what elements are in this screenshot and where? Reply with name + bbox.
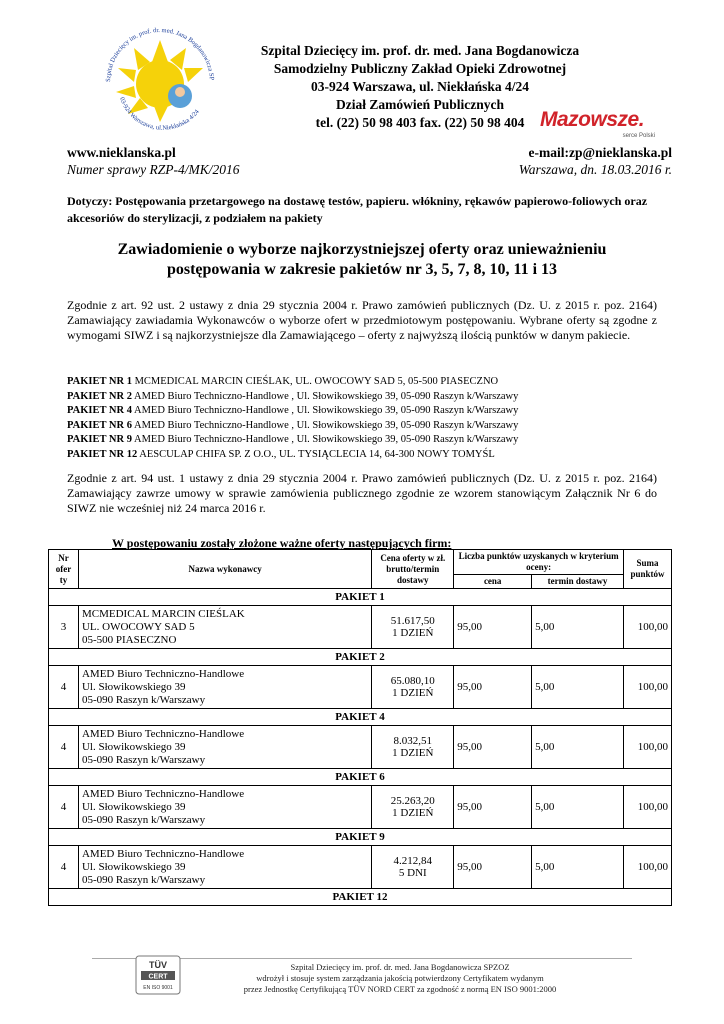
mazowsze-tagline: serce Polski	[622, 133, 655, 139]
table-row	[49, 666, 672, 709]
firm-line: Ul. Słowikowskiego 39	[81, 680, 186, 693]
page-title	[67, 240, 657, 280]
header-price: Cena oferty w zł. brutto/termin dostawy	[372, 550, 454, 589]
price-cell	[372, 606, 454, 649]
term-value: 1 DZIEŃ	[392, 747, 434, 759]
package-title: PAKIET 2	[49, 649, 672, 666]
table-caption: W postępowaniu zostały złożone ważne oferty następujących firm:	[112, 536, 452, 550]
sum-points: 100,00	[623, 786, 671, 829]
cena-points: 95,00	[454, 726, 532, 769]
header-points: Liczba punktów uzyskanych w kryterium oceny:	[454, 550, 624, 575]
header-name: Nazwa wykonawcy	[78, 550, 371, 589]
cena-points: 95,00	[454, 846, 532, 889]
header-line: Szpital Dziecięcy im. prof. dr. med. Jana Bogdanowicza	[260, 43, 580, 58]
cena-points: 95,00	[454, 666, 532, 709]
winner-label: PAKIET NR 6	[67, 419, 132, 431]
mazowsze-wordmark: Mazowsze.	[540, 108, 645, 131]
tuv-text: TÜV	[149, 960, 167, 970]
subject-line: Dotyczy: Postępowania przetargowego na dostawę testów, papieru. włókniny, rękawów papierowo-foliowych oraz akcesoriów do sterylizacji, z podziałem na pakiety	[67, 194, 648, 225]
cena-points: 95,00	[454, 786, 532, 829]
footer-line: Szpital Dziecięcy im. prof. dr. med. Jana Bogdanowicza SPZOZ	[290, 962, 510, 972]
price-value: 8.032,51	[393, 735, 433, 747]
winner-text: MCMEDICAL MARCIN CIEŚLAK, UL. OWOCOWY SAD 5, 05-500 PIASECZNO	[131, 376, 499, 387]
offer-nr: 4	[49, 786, 79, 829]
firm-line: 05-090 Raszyn k/Warszawy	[81, 813, 206, 826]
package-title: PAKIET 9	[49, 829, 672, 846]
price-cell	[372, 666, 454, 709]
offer-nr: 4	[49, 846, 79, 889]
winner-text: AMED Biuro Techniczno-Handlowe , Ul. Słowikowskiego 39, 05-090 Raszyn k/Warszawy	[131, 434, 519, 446]
term-value: 1 DZIEŃ	[392, 687, 434, 699]
winner-item	[67, 433, 667, 448]
sum-points: 100,00	[623, 726, 671, 769]
email-link[interactable]: e-mail:zp@nieklanska.pl	[528, 145, 672, 160]
sum-points: 100,00	[623, 846, 671, 889]
contact-row	[67, 145, 672, 161]
sum-points: 100,00	[623, 606, 671, 649]
price-value: 65.080,10	[390, 675, 435, 687]
header-line: Samodzielny Publiczny Zakład Opieki Zdrowotnej	[273, 61, 567, 76]
winner-text: AMED Biuro Techniczno-Handlowe , Ul. Słowikowskiego 39, 05-090 Raszyn k/Warszawy	[131, 419, 519, 431]
table-row	[49, 726, 672, 769]
firm-cell	[78, 786, 371, 829]
footer-line: wdrożył i stosuje system zarządzania jakością potwierdzony Certyfikatem wydanym	[256, 973, 544, 983]
firm-line: 05-090 Raszyn k/Warszawy	[81, 693, 206, 706]
package-header-row	[49, 589, 672, 606]
winner-text: AMED Biuro Techniczno-Handlowe , Ul. Słowikowskiego 39, 05-090 Raszyn k/Warszawy	[131, 390, 519, 402]
intro-paragraph: Zgodnie z art. 92 ust. 2 ustawy z dnia 29 stycznia 2004 r. Prawo zamówień publicznych (Dz. U. z 2015 r. poz. 2164) Zamawiający zawiadamia Wykonawców o wyborze ofert w przedmiotowym postępowaniu. Wybrane oferty są zgodne z wymogami SIWZ i są najkorzystniejsze dla Zamawiającego – oferty z najwyższą ilością punktów w danym pakiecie.	[67, 298, 657, 342]
winner-item	[67, 375, 667, 390]
price-value: 51.617,50	[390, 615, 435, 627]
header-sum: Suma punktów	[623, 550, 671, 589]
price-cell	[372, 846, 454, 889]
document-date: Warszawa, dn. 18.03.2016 r.	[518, 162, 672, 177]
case-number: Numer sprawy RZP-4/MK/2016	[67, 162, 240, 177]
winners-list	[67, 375, 667, 463]
title-line: postępowania w zakresie pakietów nr 3, 5, 7, 8, 10, 11 i 13	[166, 261, 558, 278]
winner-item	[67, 448, 667, 463]
offer-nr: 4	[49, 666, 79, 709]
price-cell	[372, 726, 454, 769]
termin-points: 5,00	[532, 606, 624, 649]
title-line: Zawiadomienie o wyborze najkorzystniejszej oferty oraz unieważnieniu	[117, 241, 607, 258]
cert-text: CERT	[148, 973, 168, 981]
table-row	[49, 786, 672, 829]
winner-label: PAKIET NR 9	[67, 434, 132, 446]
winner-item	[67, 390, 667, 405]
header-line: 03-924 Warszawa, ul. Niekłańska 4/24	[310, 79, 530, 94]
table-row	[49, 846, 672, 889]
firm-cell	[78, 666, 371, 709]
firm-line: AMED Biuro Techniczno-Handlowe	[81, 727, 245, 740]
package-header-row	[49, 649, 672, 666]
price-value: 25.263,20	[390, 795, 435, 807]
winner-item	[67, 404, 667, 419]
tuv-cert-logo	[135, 955, 181, 995]
package-title: PAKIET 12	[49, 889, 672, 906]
footer-text	[200, 962, 600, 995]
firm-cell	[78, 846, 371, 889]
package-header-row	[49, 829, 672, 846]
firm-line: AMED Biuro Techniczno-Handlowe	[81, 667, 245, 680]
iso-text: EN ISO 9001	[143, 985, 173, 991]
contract-paragraph: Zgodnie z art. 94 ust. 1 ustawy z dnia 29 stycznia 2004 r. Prawo zamówień publicznych (Dz. U. z 2015 r. poz. 2164) Zamawiający zawrze umowy w sprawie zamówienia publicznego zgodnie ze wzorem stanowiącym Załącznik Nr 6 do SIWZ nie wcześniej niż 24 marca 2016 r.	[67, 471, 657, 515]
table-row	[49, 606, 672, 649]
price-cell	[372, 786, 454, 829]
package-header-row	[49, 769, 672, 786]
termin-points: 5,00	[532, 846, 624, 889]
winner-text: AESCULAP CHIFA SP. Z O.O., UL. TYSIĄCLECIA 14, 64-300 NOWY TOMYŚL	[137, 448, 495, 460]
firm-line: Ul. Słowikowskiego 39	[81, 800, 186, 813]
price-value: 4.212,84	[393, 855, 433, 867]
winner-label: PAKIET NR 1	[67, 376, 132, 387]
logo-arc-text: Szpital Dziecięcy im. prof. dr. med. Jana Bogdanowicza SP	[104, 26, 215, 83]
offers-table	[48, 549, 672, 906]
termin-points: 5,00	[532, 666, 624, 709]
footer-line: przez Jednostkę Certyfikującą TÜV NORD CERT za zgodność z normą EN ISO 9001:2000	[243, 984, 557, 994]
package-title: PAKIET 4	[49, 709, 672, 726]
firm-line: 05-090 Raszyn k/Warszawy	[81, 873, 206, 886]
header-line: Dział Zamówień Publicznych	[336, 97, 504, 112]
package-title: PAKIET 6	[49, 769, 672, 786]
package-header-row	[49, 709, 672, 726]
header-nr: Nr ofer ty	[49, 550, 79, 589]
firm-line: Ul. Słowikowskiego 39	[81, 860, 186, 873]
winner-item	[67, 419, 667, 434]
cena-points: 95,00	[454, 606, 532, 649]
case-row	[67, 162, 672, 178]
package-header-row	[49, 889, 672, 906]
termin-points: 5,00	[532, 786, 624, 829]
offer-nr: 3	[49, 606, 79, 649]
termin-points: 5,00	[532, 726, 624, 769]
package-title: PAKIET 1	[49, 589, 672, 606]
winner-text: AMED Biuro Techniczno-Handlowe , Ul. Słowikowskiego 39, 05-090 Raszyn k/Warszawy	[131, 405, 519, 417]
term-value: 1 DZIEŃ	[392, 807, 434, 819]
firm-line: Ul. Słowikowskiego 39	[81, 740, 186, 753]
winner-label: PAKIET NR 12	[67, 448, 138, 460]
header-line: tel. (22) 50 98 403 fax. (22) 50 98 404	[315, 115, 525, 130]
mazowsze-logo	[540, 108, 665, 142]
website-link[interactable]: www.nieklanska.pl	[67, 145, 176, 160]
firm-cell	[78, 606, 371, 649]
firm-line: AMED Biuro Techniczno-Handlowe	[81, 787, 245, 800]
sum-points: 100,00	[623, 666, 671, 709]
firm-line: UL. OWOCOWY SAD 5	[81, 620, 195, 633]
firm-line: MCMEDICAL MARCIN CIEŚLAK	[81, 607, 245, 620]
offer-nr: 4	[49, 726, 79, 769]
winner-label: PAKIET NR 2	[67, 390, 132, 402]
firm-line: 05-500 PIASECZNO	[81, 633, 177, 646]
svg-text:03-924 Warszawa, ul.Niekłańska: 03-924 Warszawa, ul.Niekłańska 4/24	[118, 96, 201, 132]
term-value: 1 DZIEŃ	[392, 627, 434, 639]
firm-line: 05-090 Raszyn k/Warszawy	[81, 753, 206, 766]
header-cena: cena	[454, 575, 532, 589]
firm-line: AMED Biuro Techniczno-Handlowe	[81, 847, 245, 860]
header-termin: termin dostawy	[532, 575, 624, 589]
firm-cell	[78, 726, 371, 769]
winner-label: PAKIET NR 4	[67, 405, 132, 417]
term-value: 5 DNI	[398, 867, 427, 879]
